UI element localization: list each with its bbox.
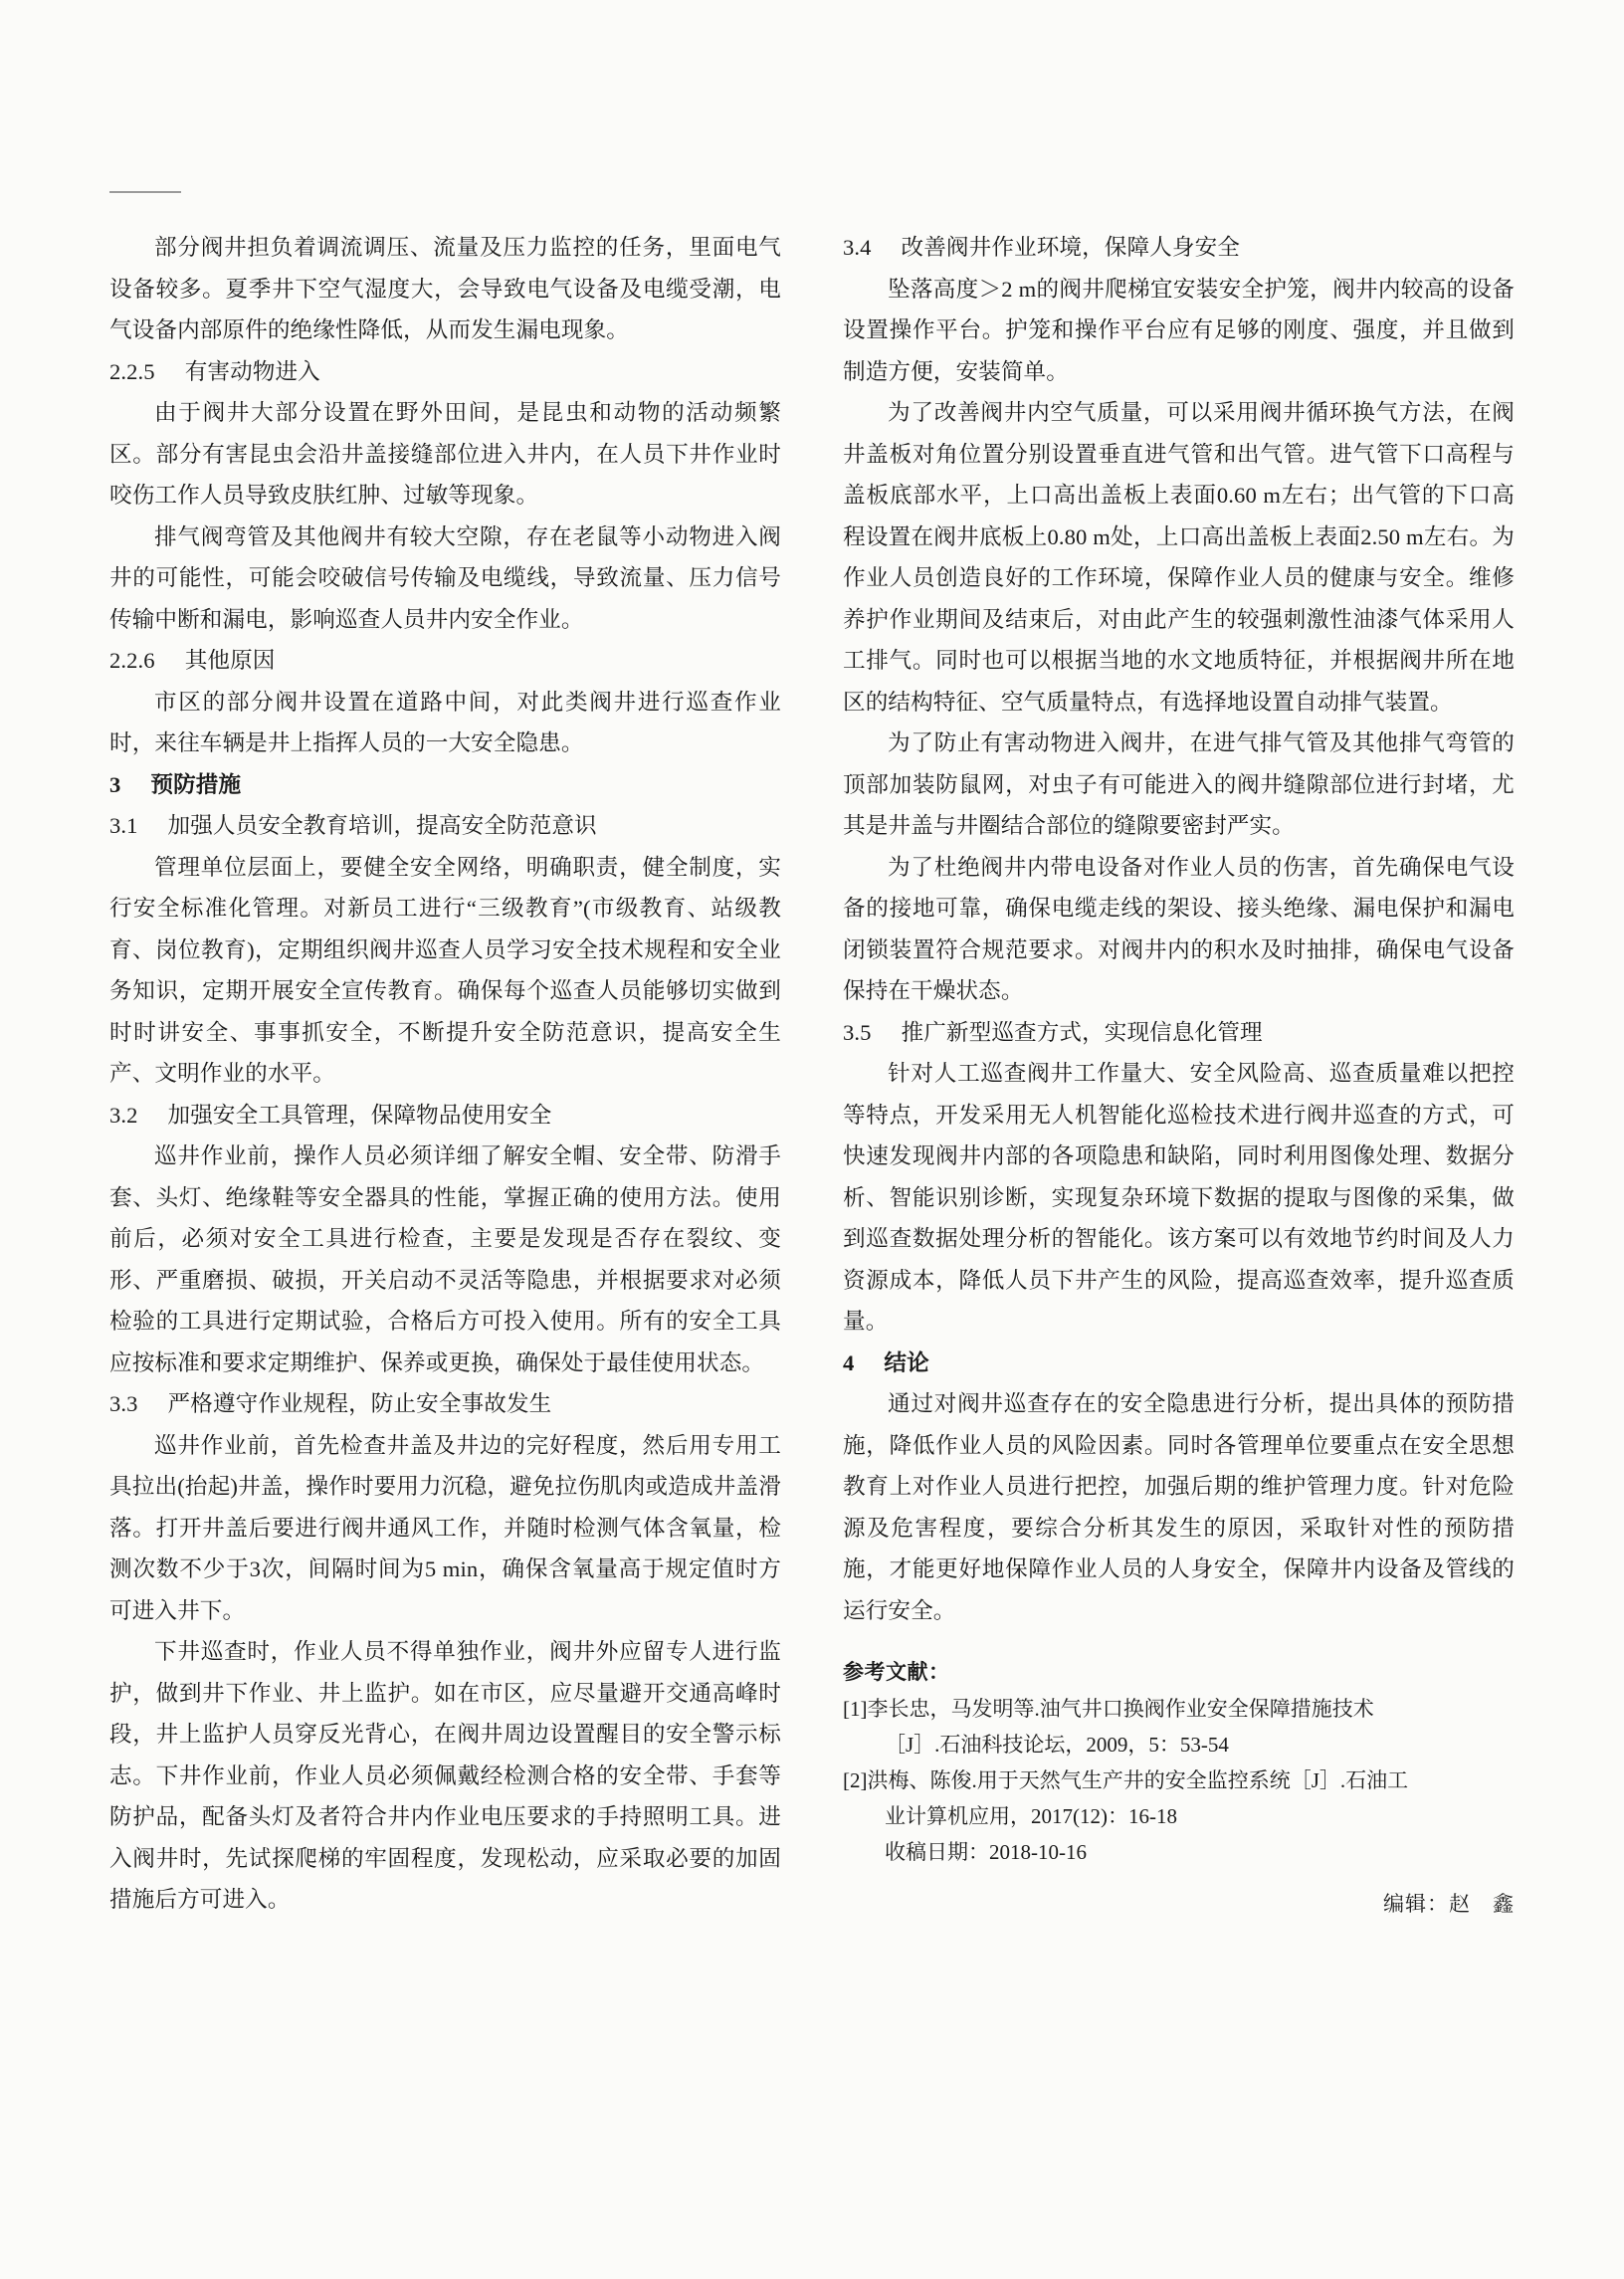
section-title: 改善阀井作业环境，保障人身安全 — [901, 235, 1240, 260]
received-date: 收稿日期：2018-10-16 — [885, 1840, 1087, 1864]
paragraph: 巡井作业前，首先检查井盖及井边的完好程度，然后用专用工具拉出(抬起)井盖，操作时要用力沉稳，避免拉伤肌肉或造成井盖滑落。打开井盖后要进行阀井通风工作，并随时检测气体含氧量，检测次数不少于3次，间隔时间为5 min，确保含氧量高于规定值时方可进入井下。 — [109, 1432, 781, 1623]
paragraph: 针对人工巡查阀井工作量大、安全风险高、巡查质量难以把控等特点，开发采用无人机智能化巡检技术进行阀井巡查的方式，可快速发现阀井内部的各项隐患和缺陷，同时利用图像处理、数据分析、智能识别诊断，实现复杂环境下数据的提取与图像的采集，做到巡查数据处理分析的智能化。该方案可以有效地节约时间及人力资源成本，降低人员下井产生的风险，提高巡查效率，提升巡查质量。 — [843, 1061, 1515, 1334]
section-heading-3-1 — [109, 805, 781, 847]
paragraph: 坠落高度＞2 m的阀井爬梯宜安装安全护笼，阀井内较高的设备设置操作平台。护笼和操作平台应有足够的刚度、强度，并且做到制造方便，安装简单。 — [843, 276, 1515, 384]
section-title: 加强人员安全教育培训，提高安全防范意识 — [167, 813, 597, 838]
section-number: 2.2.6 — [109, 648, 155, 673]
reference-text: 洪梅、陈俊.用于天然气生产井的安全监控系统［J］.石油工 — [867, 1768, 1409, 1792]
section-title: 严格遵守作业规程，防止安全事故发生 — [167, 1391, 552, 1416]
reference-item — [843, 1691, 1515, 1762]
reference-label: [2] — [843, 1768, 868, 1792]
section-heading-3-3 — [109, 1383, 781, 1425]
reference-item — [843, 1762, 1515, 1834]
section-title: 结论 — [884, 1349, 929, 1375]
references-title: 参考文献： — [843, 1660, 950, 1684]
section-number: 3.4 — [843, 235, 872, 260]
reference-text-cont: ［J］.石油科技论坛，2009，5：53-54 — [885, 1733, 1229, 1757]
paragraph: 为了杜绝阀井内带电设备对作业人员的伤害，首先确保电气设备的接地可靠，确保电缆走线的架设、接头绝缘、漏电保护和漏电闭锁装置符合规范要求。对阀井内的积水及时抽排，确保电气设备保持在干燥状态。 — [843, 854, 1515, 1003]
paragraph: 部分阀井担负着调流调压、流量及压力监控的任务，里面电气设备较多。夏季井下空气湿度大，会导致电气设备及电缆受潮，电气设备内部原件的绝缘性降低，从而发生漏电现象。 — [109, 235, 781, 342]
section-heading-2-2-6 — [109, 640, 781, 682]
section-number: 2.2.5 — [109, 358, 155, 384]
paragraph: 管理单位层面上，要健全安全网络，明确职责，健全制度，实行安全标准化管理。对新员工进行“三级教育”(市级教育、站级教育、岗位教育)，定期组织阀井巡查人员学习安全技术规程和安全业务知识，定期开展安全宣传教育。确保每个巡查人员能够切实做到时时讲安全、事事抓安全，不断提升安全防范意识，提高安全生产、文明作业的水平。 — [109, 854, 781, 1086]
section-title: 加强安全工具管理，保障物品使用安全 — [167, 1102, 552, 1128]
section-title: 其他原因 — [184, 648, 276, 673]
section-heading-3 — [109, 764, 781, 806]
section-heading-3-5 — [843, 1012, 1515, 1054]
section-heading-3-4 — [843, 227, 1515, 269]
section-title: 有害动物进入 — [184, 358, 320, 384]
paragraph: 下井巡查时，作业人员不得单独作业，阀井外应留专人进行监护，做到井下作业、井上监护。如在市区，应尽量避开交通高峰时段，井上监护人员穿反光背心，在阀井周边设置醒目的安全警示标志。下井作业前，作业人员必须佩戴经检测合格的安全带、手套等防护品，配备头灯及者符合井内作业电压要求的手持照明工具。进入阀井时，先试探爬梯的牢固程度，发现松动，应采取必要的加固措施后方可进入。 — [109, 1639, 781, 1912]
section-heading-3-2 — [109, 1095, 781, 1137]
paragraph: 排气阀弯管及其他阀井有较大空隙，存在老鼠等小动物进入阀井的可能性，可能会咬破信号传输及电缆线，导致流量、压力信号传输中断和漏电，影响巡查人员井内安全作业。 — [109, 523, 781, 632]
editor-credit: 编辑：赵 鑫 — [1383, 1892, 1515, 1916]
paragraph: 为了防止有害动物进入阀井，在进气排气管及其他排气弯管的顶部加装防鼠网，对虫子有可能进入的阀井缝隙部位进行封堵，尤其是井盖与井圈结合部位的缝隙要密封严实。 — [843, 730, 1515, 838]
paragraph: 市区的部分阀井设置在道路中间，对此类阀井进行巡查作业时，来往车辆是井上指挥人员的一大安全隐患。 — [109, 689, 781, 755]
section-title: 预防措施 — [150, 771, 242, 797]
left-column — [109, 227, 781, 1922]
section-number: 3 — [109, 771, 121, 797]
header-rule — [109, 191, 181, 193]
reference-label: [1] — [843, 1697, 868, 1721]
paragraph: 为了改善阀井内空气质量，可以采用阀井循环换气方法，在阀井盖板对角位置分别设置垂直进气管和出气管。进气管下口高程与盖板底部水平，上口高出盖板上表面0.60 m左右；出气管的下口高程设置在阀井底板上0.80 m处，上口高出盖板上表面2.50 m左右。为作业人员创造良好的工作环境，保障作业人员的健康与安全。维修养护作业期间及结束后，对由此产生的较强刺激性油漆气体采用人工排气。同时也可以根据当地的水文地质特征，并根据阀井所在地区的结构特征、空气质量特点，有选择地设置自动排气装置。 — [843, 400, 1515, 715]
paragraph: 巡井作业前，操作人员必须详细了解安全帽、安全带、防滑手套、头灯、绝缘鞋等安全器具的性能，掌握正确的使用方法。使用前后，必须对安全工具进行检查，主要是发现是否存在裂纹、变形、严重磨损、破损，开关启动不灵活等隐患，并根据要求对必须检验的工具进行定期试验，合格后方可投入使用。所有的安全工具应按标准和要求定期维护、保养或更换，确保处于最佳使用状态。 — [109, 1143, 781, 1375]
section-heading-2-2-5 — [109, 351, 781, 393]
section-number: 3.1 — [109, 813, 138, 838]
section-number: 3.2 — [109, 1102, 138, 1128]
right-column — [843, 227, 1515, 1922]
paragraph: 由于阀井大部分设置在野外田间，是昆虫和动物的活动频繁区。部分有害昆虫会沿井盖接缝部位进入井内，在人员下井作业时咬伤工作人员导致皮肤红肿、过敏等现象。 — [109, 400, 781, 508]
two-column-layout — [109, 227, 1515, 1922]
reference-text-cont: 业计算机应用，2017(12)：16-18 — [885, 1804, 1177, 1828]
section-number: 3.5 — [843, 1019, 872, 1045]
paragraph: 通过对阀井巡查存在的安全隐患进行分析，提出具体的预防措施，降低作业人员的风险因素。同时各管理单位要重点在安全思想教育上对作业人员进行把控，加强后期的维护管理力度。针对危险源及危害程度，要综合分析其发生的原因，采取针对性的预防措施，才能更好地保障作业人员的人身安全，保障井内设备及管线的运行安全。 — [843, 1391, 1515, 1623]
reference-text: 李长忠，马发明等.油气井口换阀作业安全保障措施技术 — [867, 1697, 1374, 1721]
section-number: 3.3 — [109, 1391, 138, 1416]
section-number: 4 — [843, 1349, 855, 1375]
section-title: 推广新型巡查方式，实现信息化管理 — [901, 1019, 1263, 1045]
section-heading-4 — [843, 1343, 1515, 1384]
